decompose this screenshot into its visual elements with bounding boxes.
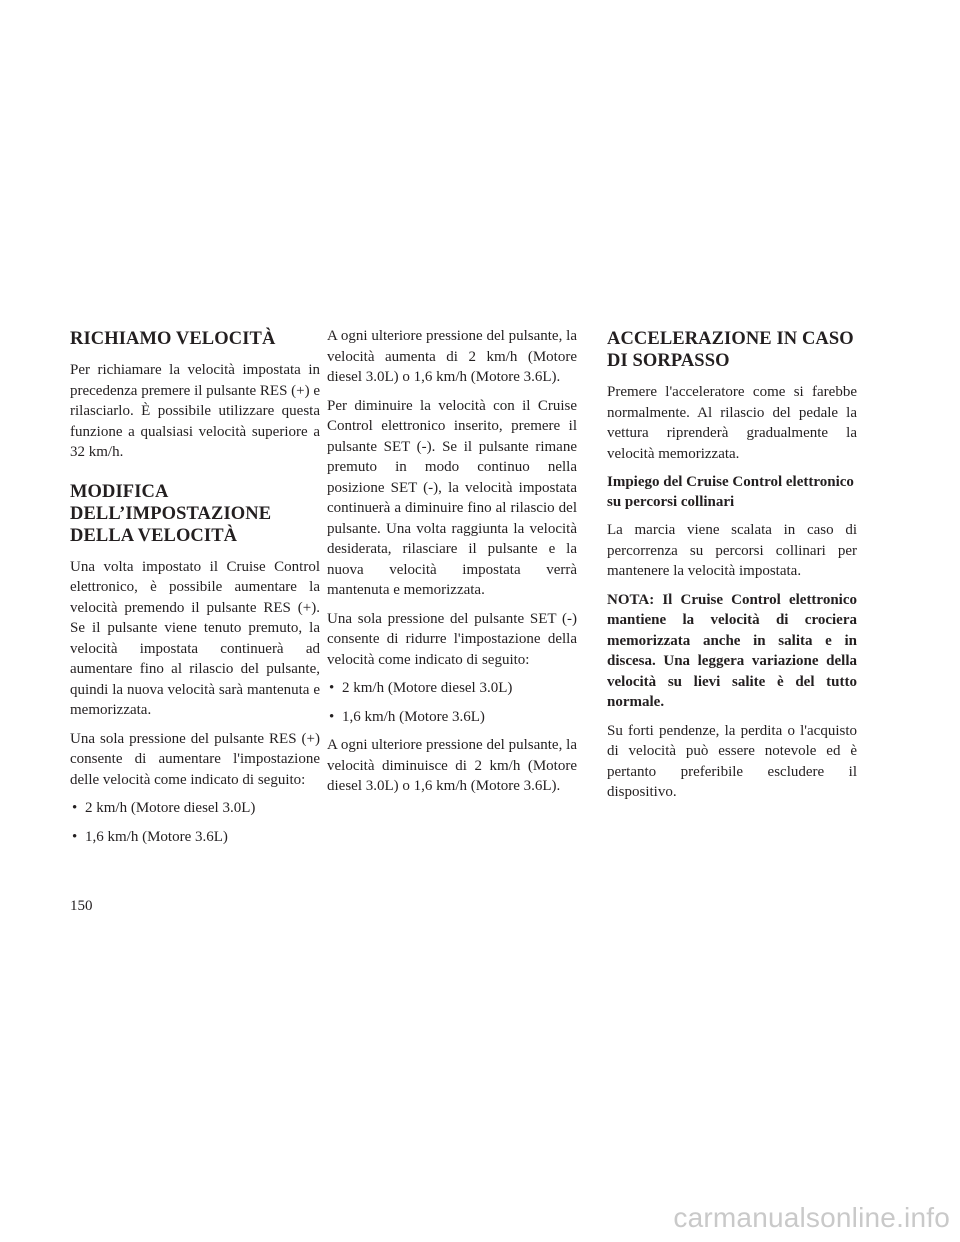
bullet-icon: • (72, 828, 78, 845)
list-item-text: 2 km/h (Motore diesel 3.0L) (85, 800, 256, 816)
paragraph-modifica-1: Una volta impostato il Cruise Control elettronico, è possibile aumentare la velocità premendo il pulsante RES (+). Se il pulsante viene tenuto premuto, la velocità impostata continuerà ad aumentare fino al rilascio del pulsante, quindi la nuova velocità sarà mantenuta e memorizzata. (70, 558, 320, 718)
column-left (70, 328, 320, 855)
paragraph-set-pressione: Una sola pressione del pulsante SET (-) consente di ridurre l'impostazione della velocità come indicato di seguito: (327, 610, 577, 668)
paragraph-richiamo: Per richiamare la velocità impostata in precedenza premere il pulsante RES (+) e rilasciarlo. È possibile utilizzare questa funzione a qualsiasi velocità superiore a 32 km/h. (70, 362, 321, 460)
list-item-text: 1,6 km/h (Motore 3.6L) (342, 708, 485, 725)
paragraph-modifica-2: Una sola pressione del pulsante RES (+) consente di aumentare l'impostazione delle velocità come indicato di seguito: (70, 730, 320, 788)
paragraph-diminuzione-ulteriore: A ogni ulteriore pressione del pulsante, la velocità diminuisce di 2 km/h (Motore diesel 3.0L) o 1,6 km/h (Motore 3.6L). (327, 737, 577, 794)
heading-modifica-velocita: MODIFICA DELL’IMPOSTAZIONE DELLA VELOCITÀ (70, 481, 272, 546)
bullet-list-aumento (70, 798, 320, 847)
heading-accelerazione-sorpasso: ACCELERAZIONE IN CASO DI SORPASSO (607, 329, 854, 371)
bullet-list-riduzione (327, 678, 577, 727)
list-item (327, 707, 577, 728)
paragraph-aumento-ulteriore: A ogni ulteriore pressione del pulsante, la velocità aumenta di 2 km/h (Motore diesel 3.0L) o 1,6 km/h (Motore 3.6L). (327, 328, 577, 385)
paragraph-forti-pendenze: Su forti pendenze, la perdita o l'acquisto di velocità può essere notevole ed è pertanto preferibile escludere il dispositivo. (607, 722, 857, 800)
bullet-icon: • (329, 680, 335, 696)
column-right (607, 328, 857, 811)
list-item-text: 1,6 km/h (Motore 3.6L) (85, 828, 228, 845)
bullet-icon: • (329, 708, 335, 725)
paragraph-accelerazione: Premere l'acceleratore come si farebbe normalmente. Al rilascio del pedale la vettura riprenderà gradualmente la velocità memorizzata. (607, 384, 857, 462)
paragraph-diminuire: Per diminuire la velocità con il Cruise Control elettronico inserito, premere il pulsante SET (-). Se il pulsante rimane premuto in modo continuo nella posizione SET (-), la velocità impostata continuerà a diminuire fino al rilascio del pulsante. Una volta raggiunta la velocità desiderata, rilasciare il pulsante e la nuova velocità impostata verrà mantenuta e memorizzata. (327, 397, 577, 598)
note-cruise-control: NOTA: Il Cruise Control elettronico mantiene la velocità di crociera memorizzata anche in salita e in discesa. Una leggera variazione della velocità su lievi salite è del tutto normale. (607, 591, 857, 710)
list-item-text: 2 km/h (Motore diesel 3.0L) (342, 680, 513, 696)
list-item (327, 678, 577, 699)
heading-richiamo-velocita: RICHIAMO VELOCITÀ (70, 329, 276, 349)
watermark: carmanualsonline.info (673, 1202, 950, 1233)
column-middle (327, 326, 577, 805)
subheading-percorsi-collinari: Impiego del Cruise Control elettronico su percorsi collinari (607, 474, 854, 510)
page-number: 150 (70, 898, 93, 914)
paragraph-percorsi-collinari: La marcia viene scalata in caso di percorrenza su percorsi collinari per mantenere la velocità impostata. (607, 522, 857, 579)
list-item (70, 798, 320, 819)
list-item (70, 827, 320, 848)
bullet-icon: • (72, 800, 78, 816)
